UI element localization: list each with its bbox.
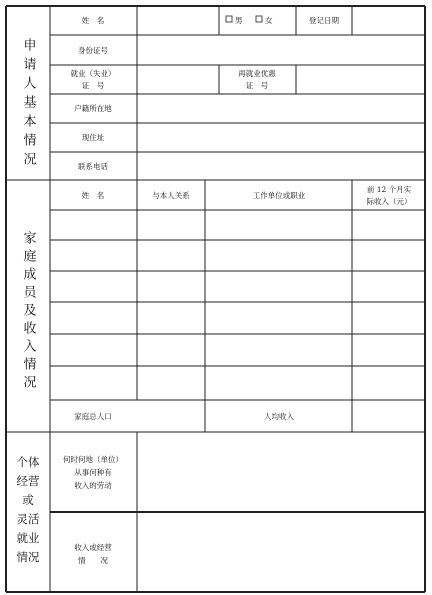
work-where-label-2: 从事何种有 [74, 468, 112, 477]
total-population-label: 家庭总人口 [74, 412, 112, 421]
gender-female-checkbox[interactable] [256, 16, 262, 22]
phone-label: 联系电话 [78, 162, 108, 171]
name-label: 姓 名 [81, 16, 105, 25]
business-income-label-1: 收入或经营 [74, 543, 112, 552]
section-title-business-1: 个体 [16, 455, 40, 469]
column-relation: 与本人关系 [152, 191, 190, 200]
per-capita-income-label: 人均收入 [264, 412, 294, 421]
employment-card-label-1: 就业（失业） [70, 69, 116, 78]
section-title-business-3: 或 [22, 493, 34, 507]
business-income-label-2: 情 况 [78, 556, 108, 565]
form-grid [6, 6, 425, 592]
column-name: 姓 名 [81, 191, 105, 200]
column-work-unit: 工作单位或职业 [252, 191, 306, 200]
column-income-2: 际收入（元） [366, 197, 412, 206]
gender-male-label: 男 [235, 16, 243, 25]
gender-male-checkbox[interactable] [226, 16, 232, 22]
employment-card-label-2: 证 号 [81, 81, 105, 90]
reg-date-label: 登记日期 [309, 16, 339, 25]
current-address-label: 现住址 [81, 133, 105, 142]
section-title-business-6: 情况 [16, 550, 40, 564]
section-title-business-5: 就业 [16, 531, 40, 545]
work-where-label-1: 何时何地（单位） [63, 455, 123, 464]
section-title-business-4: 灵活 [16, 512, 40, 526]
gender-female-label: 女 [265, 16, 273, 25]
column-income-1: 前 12 个月实 [366, 185, 412, 194]
id-number-label: 身份证号 [78, 46, 108, 55]
reemployment-card-label-2: 证 号 [245, 81, 269, 90]
section-title-business-2: 经营 [16, 474, 40, 488]
reemployment-card-label-1: 再就业优惠 [238, 69, 276, 78]
section-title-applicant: 申请人基本情况 [20, 38, 36, 171]
work-where-label-3: 收入的劳动 [74, 481, 112, 490]
household-location-label: 户籍所在地 [74, 104, 112, 113]
section-title-family: 家庭成员及收入情况 [20, 231, 36, 393]
